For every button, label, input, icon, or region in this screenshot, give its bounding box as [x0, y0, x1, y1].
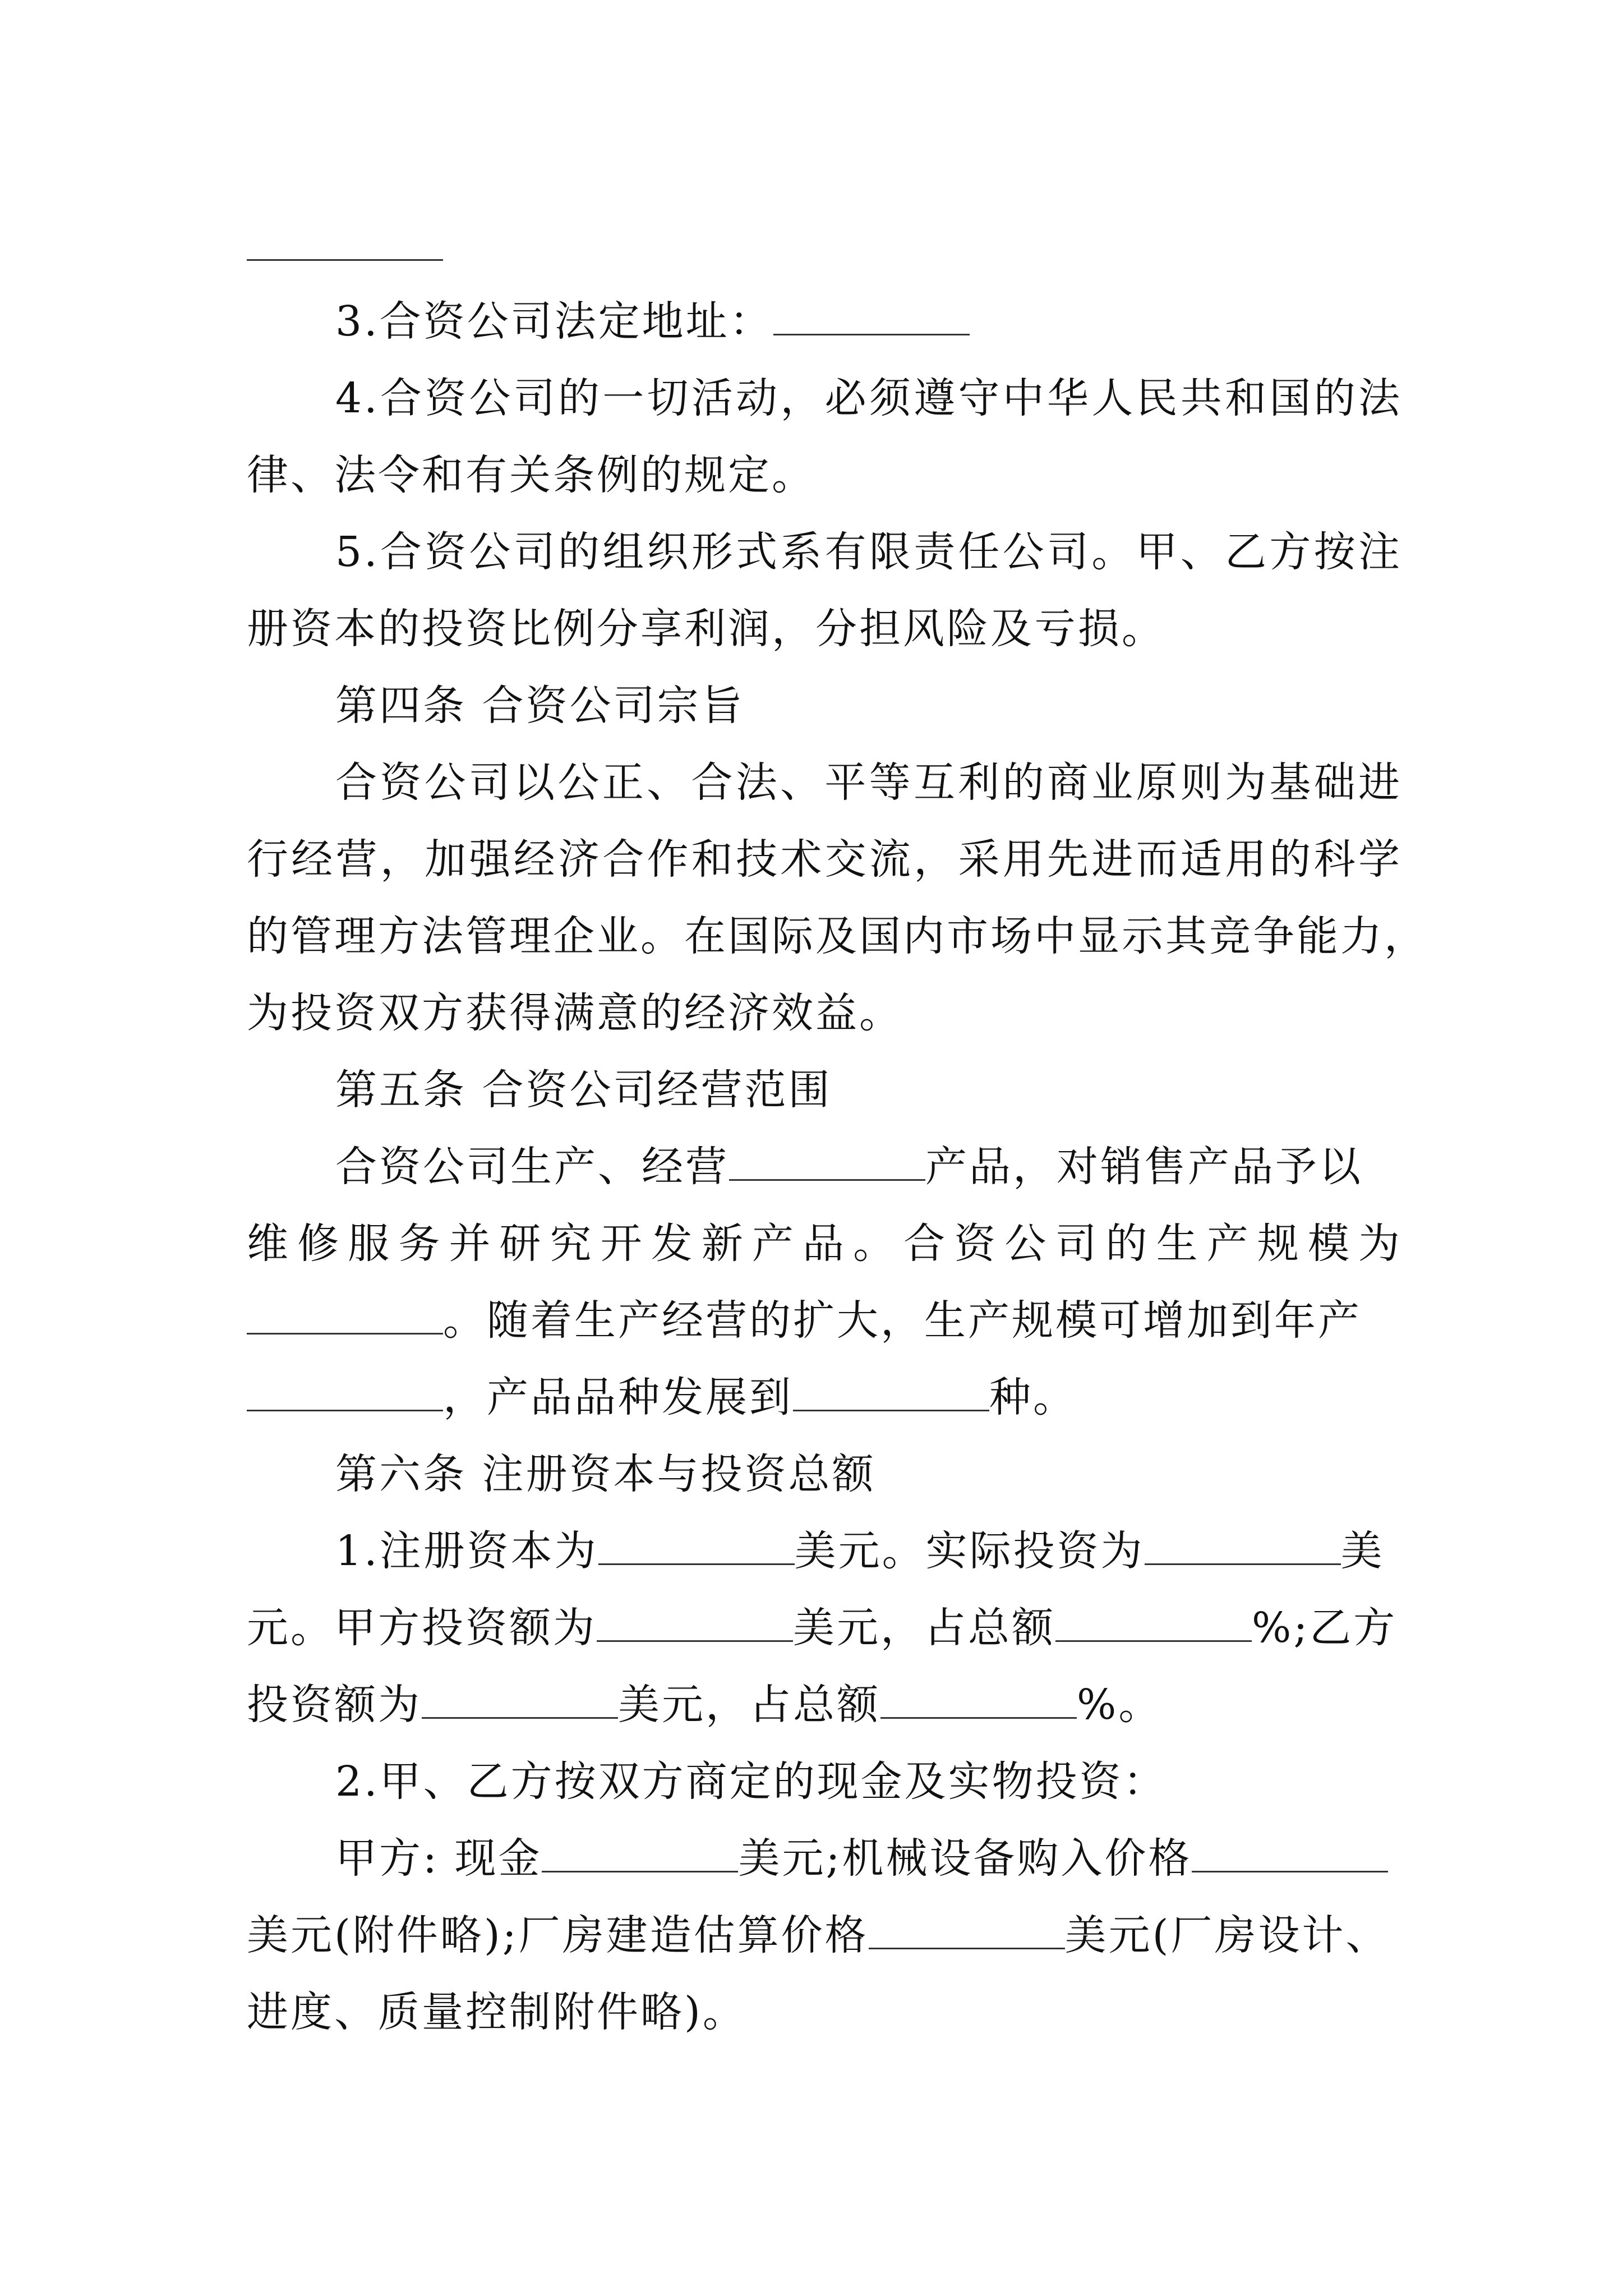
article-6-p3-line3: 进度、质量控制附件略)。	[247, 1988, 746, 2036]
article-6-p1-line2	[247, 1590, 1402, 1667]
article-6-p1-line3	[247, 1667, 1402, 1743]
article-6-p3-line1	[247, 1820, 1402, 1897]
text-segment: 投资额为	[247, 1681, 422, 1729]
fill-blank[interactable]	[729, 1140, 925, 1181]
text-segment: 美元(附件略);厂房建造估算价格	[247, 1911, 869, 1959]
text-segment: 甲方: 现金	[335, 1834, 542, 1883]
fill-blank[interactable]	[773, 295, 970, 335]
clause-4-line2: 律、法令和有关条例的规定。	[247, 451, 815, 499]
text-segment: 元。甲方投资额为	[247, 1604, 597, 1652]
fill-blank[interactable]	[422, 1678, 618, 1719]
text-segment: 美元，占总额	[793, 1604, 1055, 1652]
fill-blank[interactable]	[869, 1908, 1065, 1949]
fill-blank[interactable]	[880, 1678, 1077, 1719]
text-segment: ，产品品种发展到	[443, 1373, 793, 1421]
article-6-heading: 第六条 注册资本与投资总额	[335, 1450, 876, 1498]
text-segment: 美元。实际投资为	[794, 1527, 1145, 1575]
text-segment: 种。	[989, 1373, 1077, 1421]
text-segment: 合资公司生产、经营	[335, 1143, 729, 1191]
article-6-p2: 2.甲、乙方按双方商定的现金及实物投资：	[335, 1757, 1167, 1806]
text-segment: 美元(厂房设计、	[1064, 1911, 1390, 1959]
text-segment: 。随着生产经营的扩大，生产规模可增加到年产	[443, 1296, 1362, 1345]
article-5-heading: 第五条 合资公司经营范围	[335, 1066, 832, 1114]
fill-blank[interactable]	[597, 1601, 793, 1642]
article-5-line2: 维修服务并研究开发新产品。合资公司的生产规模为	[247, 1220, 1402, 1268]
text-segment: 美元;机械设备购入价格	[738, 1834, 1192, 1883]
clause-4-line1: 4.合资公司的一切活动，必须遵守中华人民共和国的法	[335, 374, 1402, 422]
fill-blank[interactable]	[542, 1832, 738, 1872]
article-5-line4	[247, 1359, 1402, 1436]
fill-blank[interactable]	[247, 1294, 443, 1335]
article-5-line3	[247, 1282, 1402, 1359]
clause-text: 3.合资公司法定地址：	[335, 297, 773, 346]
text-segment: 美	[1340, 1527, 1385, 1575]
article-6-p1-line1	[247, 1513, 1402, 1590]
top-blank-line	[247, 259, 443, 261]
text-segment: 美元，占总额	[618, 1681, 880, 1729]
document-body	[247, 283, 1428, 2051]
clause-5-line2: 册资本的投资比例分享利润，分担风险及亏损。	[247, 605, 1165, 653]
article-5-line1	[247, 1129, 1402, 1205]
fill-blank[interactable]	[598, 1524, 795, 1565]
text-segment: %;乙方	[1252, 1604, 1398, 1652]
article-4-line2: 行经营，加强经济合作和技术交流，采用先进而适用的科学	[247, 835, 1402, 884]
article-4-line1: 合资公司以公正、合法、平等互利的商业原则为基础进	[335, 758, 1402, 807]
fill-blank[interactable]	[1192, 1832, 1388, 1872]
text-segment: 1.注册资本为	[335, 1527, 598, 1575]
article-4-line3: 的管理方法管理企业。在国际及国内市场中显示其竞争能力，	[247, 912, 1428, 960]
fill-blank[interactable]	[1145, 1524, 1341, 1565]
article-6-p3-line2	[247, 1897, 1402, 1974]
fill-blank[interactable]	[793, 1370, 989, 1411]
clause-3-address	[247, 283, 1402, 360]
fill-blank[interactable]	[247, 1370, 443, 1411]
fill-blank[interactable]	[1055, 1601, 1252, 1642]
text-segment: 产品，对销售产品予以	[925, 1143, 1363, 1191]
article-4-line4: 为投资双方获得满意的经济效益。	[247, 989, 903, 1037]
text-segment: %。	[1077, 1681, 1163, 1729]
article-4-heading: 第四条 合资公司宗旨	[335, 682, 745, 730]
clause-5-line1: 5.合资公司的组织形式系有限责任公司。甲、乙方按注	[335, 528, 1402, 576]
